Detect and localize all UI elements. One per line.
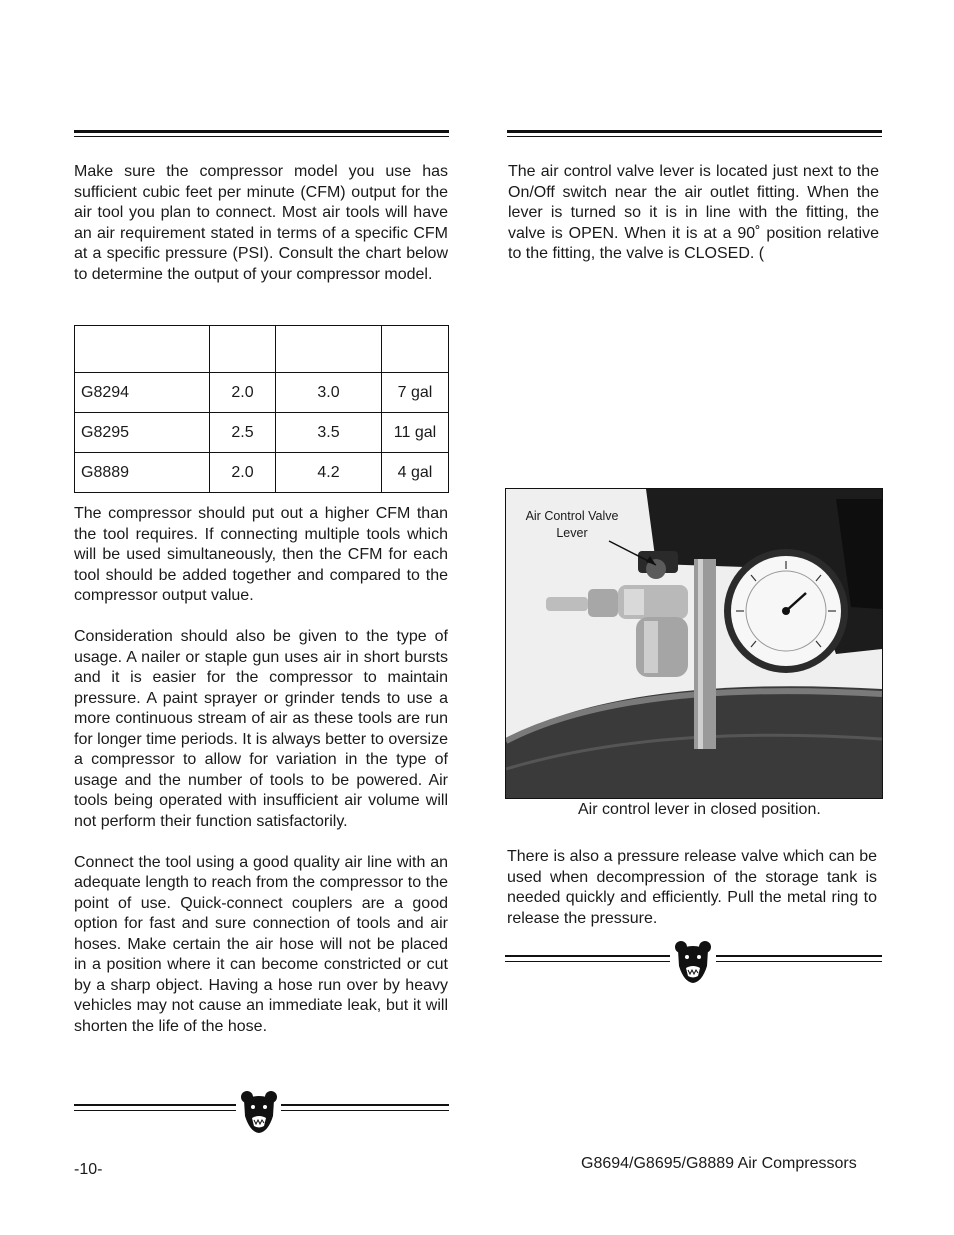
left-header-rule — [74, 130, 449, 133]
left-divider-line-left-thin — [74, 1110, 236, 1111]
callout-line-1: Air Control Valve — [525, 509, 619, 523]
cfm-cell: 3.5 — [276, 413, 382, 453]
cfm-cell: 4.2 — [276, 453, 382, 493]
right-column — [508, 162, 879, 265]
usage-paragraph: Consideration should also be given to the type of usage. A nailer or staple gun uses air in short bursts and it is easier for the compressor to maintain pressure. A paint sprayer or grinder tends to use a more continuous stream of air as these tools are run for longer time periods. It is always better to oversize a compressor to allow for variation in the type of usage and the number of tools to be powered. Air tools being operated with insufficient air volume will not perform their function satisfactorily. — [74, 628, 448, 830]
right-divider-line-left-thin — [505, 961, 670, 962]
callout-line-2: Lever — [556, 526, 588, 540]
release-valve-paragraph: There is also a pressure release valve which can be used when decompression of the storage tank is needed quickly and efficiently. Pull the metal ring to release the pressure. — [507, 848, 877, 927]
cfm-paragraph: The compressor should put out a higher CFM than the tool requires. If connecting multiple tools which will be used simultaneously, then the CFM for each tool should be added together and compared to the compressor output value. — [74, 505, 448, 604]
tank-cell: 11 gal — [382, 413, 449, 453]
left-divider-line-right — [281, 1104, 449, 1106]
model-cell: G8889 — [75, 453, 210, 493]
table-row — [75, 413, 449, 453]
right-column-lower — [507, 847, 877, 929]
table-row — [75, 453, 449, 493]
bear-logo-icon — [674, 940, 712, 984]
tank-cell: 4 gal — [382, 453, 449, 493]
cfm-cell: 3.0 — [276, 373, 382, 413]
compressor-output-table — [74, 325, 449, 493]
right-divider-line-right-thin — [716, 961, 882, 962]
table-row — [75, 373, 449, 413]
page-number: -10- — [74, 1161, 103, 1178]
cfm-cell: 2.0 — [210, 453, 276, 493]
valve-lever-callout — [512, 508, 632, 542]
model-cell: G8295 — [75, 413, 210, 453]
intro-paragraph: Make sure the compressor model you use has sufficient cubic feet per minute (CFM) output for the air tool you plan to connect. Most air tools will have an air requirement stated in terms of a specific CFM at a specific pressure (PSI). Consult the chart below to determine the output of your compressor model. — [74, 163, 448, 283]
right-header-rule — [507, 130, 882, 133]
left-column-lower — [74, 504, 448, 1037]
model-cell: G8294 — [75, 373, 210, 413]
product-name: G8694/G8695/G8889 Air Compressors — [581, 1155, 857, 1172]
table-header-row — [75, 326, 449, 373]
right-divider-line-left — [505, 955, 670, 957]
cfm-cell: 2.0 — [210, 373, 276, 413]
right-divider-line-right — [716, 955, 882, 957]
figure-caption: Air control lever in closed position. — [578, 801, 821, 818]
left-divider-line-right-thin — [281, 1110, 449, 1111]
left-divider-line-left — [74, 1104, 236, 1106]
valve-paragraph: The air control valve lever is located just next to the On/Off switch near the air outlet fitting. When the lever is turned so it is in line with the fitting, the valve is OPEN. When it is at a 90˚ position relative to the fitting, the valve is CLOSED. ( — [508, 163, 879, 262]
bear-logo-icon — [240, 1090, 278, 1134]
cfm-cell: 2.5 — [210, 413, 276, 453]
left-column — [74, 162, 448, 285]
tank-cell: 7 gal — [382, 373, 449, 413]
connect-paragraph: Connect the tool using a good quality air line with an adequate length to reach from the compressor to the point of use. Quick-connect couplers are a good option for fast and sure connection of tools and air hoses. Make certain the air hose will not be placed in a position where it can become constricted or cut by a sharp object. Having a hose run over by heavy vehicles may not cause an immediate leak, but it will shorten the life of the hose. — [74, 853, 448, 1035]
